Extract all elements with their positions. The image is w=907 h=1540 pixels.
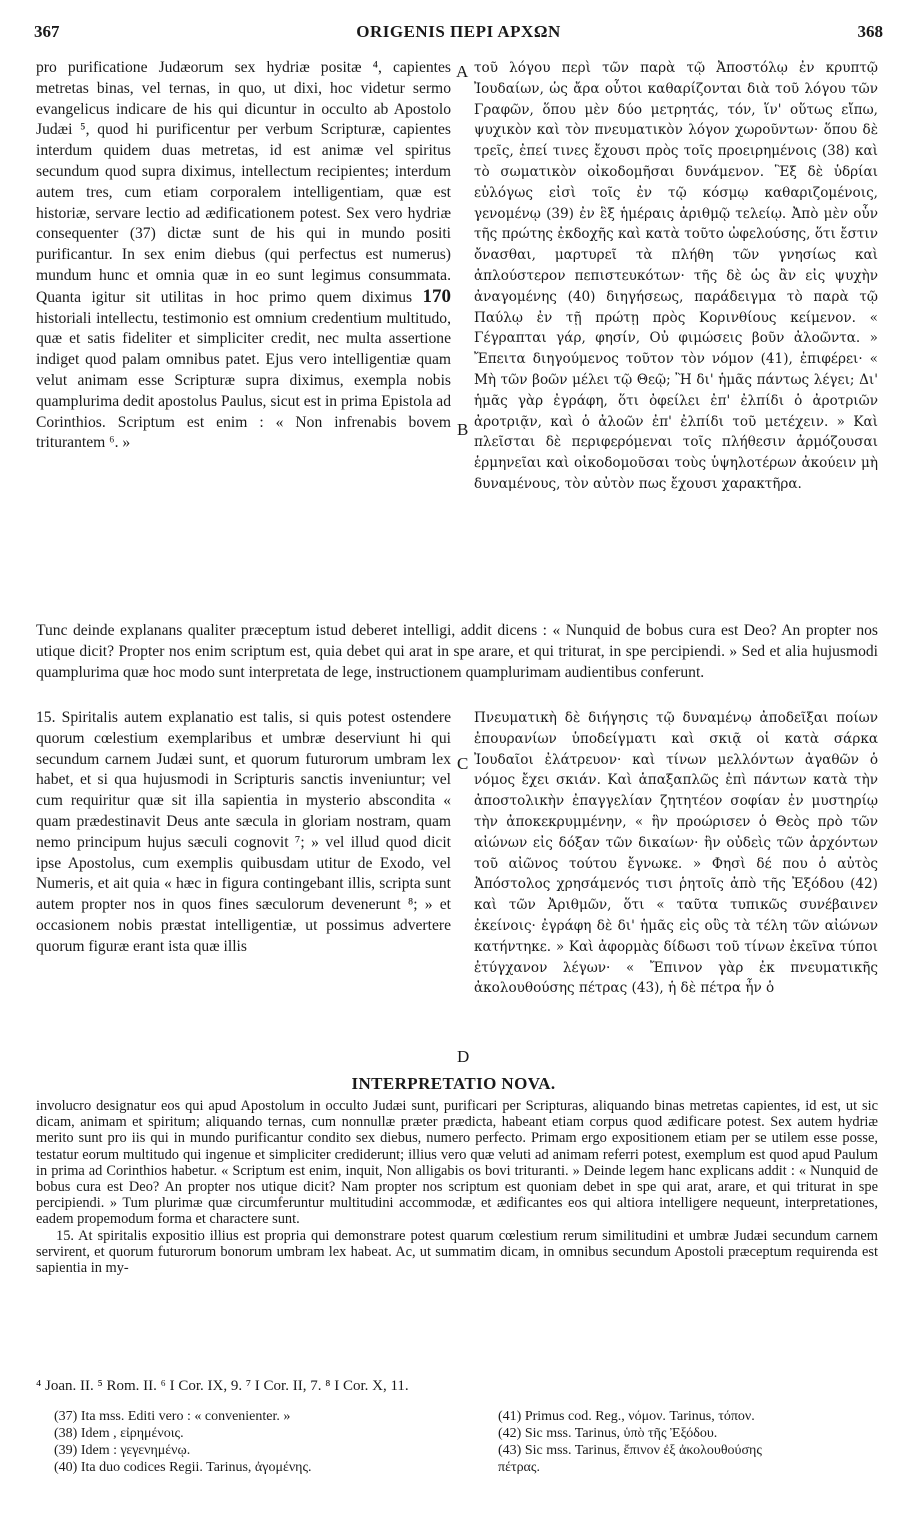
latin-column-top xyxy=(36,58,451,626)
left-page-number: 367 xyxy=(34,22,60,41)
running-header xyxy=(34,22,883,52)
footnote: (43) Sic mss. Tarinus, ἔπινον ἐξ ἀκολουθούσης xyxy=(498,1443,762,1458)
footnote-continuation: πέτρας. xyxy=(498,1460,540,1475)
interpretatio-heading: INTERPRETATIO NOVA. xyxy=(351,1074,556,1093)
footnote: (37) Ita mss. Editi vero : « convenienter. » xyxy=(54,1409,291,1424)
footnote: (39) Idem : γεγενημένῳ. xyxy=(54,1443,191,1458)
footnote: (38) Idem , εἰρημένοις. xyxy=(54,1426,184,1441)
fullwidth-latin-paragraph: Tunc deinde explanans qualiter præceptum istud deberet intelligi, addit dicens : « Nunquid de bobus cura est Deo? An propter nos utique dicit? Propter nos enim scriptum est, quia debet qui arat in spe arare, et qui triturat, in spe percipiendi. » Sed et alia hujusmodi quamplurima quæ hoc modo sunt interpretata de lege, instructionem quamplurimam audientibus conferunt. xyxy=(36,622,878,681)
latin-text-part1: pro purificatione Judæorum sex hydriæ positæ ⁴, capientes metretas binas, vel ternas, in quo, ut dixi, hoc videtur sermo evangelicus indicare de his qui dicuntur in occulto ab Apostolo Judæi ⁵, quod hi purificentur per verbum Scripturæ, capientes interdum quidem duas metretas, id est animæ vel spiritus secundum quod supra diximus, intellectum recipientes; interdum autem tres, cum etiam corporalem intelligentiam, quæ est historiæ, servare lectio ad ædificationem potest. Sex vero hydriæ consequenter (37) dictæ sunt de his qui in mundo positi purificantur. In sex enim diebus (qui perfectus est numerus) mundum hunc et omnia quæ in eo sunt legimus consummata. Quanta igitur sit utilitas in hoc primo quem diximus xyxy=(36,59,451,306)
footnote: (42) Sic mss. Tarinus, ὑπὸ τῆς Ἐξόδου. xyxy=(498,1426,718,1441)
footnote: (40) Ita duo codices Regii. Tarinus, ἀγομένης. xyxy=(54,1460,312,1475)
greek-column-top: τοῦ λόγου περὶ τῶν παρὰ τῷ Ἀποστόλῳ ἐν κρυπτῷ Ἰουδαίων, ὡς ἄρα οὗτοι καθαρίζονται διὰ τοῦ λόγου τῶν Γραφῶν, ὅπου μὲν δύο μετρητάς, τόν, ἵν' οὕτως εἴπω, ψυχικὸν καὶ τὸν πνευματικὸν λόγον χωροῦντων· ὅπου δὲ τρεῖς, ἐπεί τινες ἔχουσι πρὸς τοῖς προειρημένοις (38) καὶ τὸ σωματικὸν οἰκοδομῆσαι δυνάμενον. Ἓξ δὲ ὑδρίαι εὐλόγως εἰσὶ τοῖς ἐν τῷ κόσμῳ καθαριζομένοις, γενομένῳ (39) ἐν ἓξ ἡμέραις ἀριθμῷ τελείῳ. Ἀπὸ μὲν οὖν τῆς πρώτης ἐκδοχῆς καὶ κατὰ τοῦτο ὠφελούσης, ὅτι ἔστιν ὄνασθαι, μαρτυρεῖ τὰ πλήθη τῶν γνησίως καὶ ἁπλούστερον πεπιστευκότων· τῆς δὲ ὡς ἂν εἰς ψυχὴν ἀναγομένης (40) διηγήσεως, παράδειγμα τὸ παρὰ τῷ Παύλῳ ἐν τῇ πρώτῃ πρὸς Κορινθίους κείμενον. « Γέγραπται γάρ, φησίν, Οὐ φιμώσεις βοῦν ἀλοῶντα. » Ἔπειτα διηγούμενος τοῦτον τὸν νόμον (41), ἐπιφέρει· « Μὴ τῶν βοῶν μέλει τῷ Θεῷ; Ἢ δι' ἡμᾶς πάντως λέγει; Δι' ἡμᾶς γὰρ ἐγράφη, ὅτι ὀφείλει ἐπ' ἐλπίδι ὁ ἀροτριῶν ἀροτριᾷν, καὶ ὁ ἀλοῶν ἐπ' ἐλπίδι τοῦ μετέχειν. » Καὶ πλεῖσται δὲ περιφερόμεναι τοῖς πλήθεσιν ἁρμόζουσαι ἑρμηνεῖαι καὶ οἰκοδομοῦσαι τοὺς ὑψηλοτέρων ἀκούειν μὴ δυναμένους, τὸν αὐτὸν πως ἔχουσι χαρακτῆρα. xyxy=(474,60,878,492)
greek-column-section-15: Πνευματικὴ δὲ διήγησις τῷ δυναμένῳ ἀποδεῖξαι ποίων ἐπουρανίων ὑποδείγματι καὶ σκιᾷ οἱ κατὰ σάρκα Ἰουδαῖοι ἐλάτρευον· καὶ τίνων μελλόντων ἀγαθῶν ὁ νόμος ἔχει σκιάν. Καὶ ἁπαξαπλῶς ἐπὶ πάντων κατὰ τὴν ἀποστολικὴν ἐπαγγελίαν ζητητέον σοφίαν ἐν μυστηρίῳ τὴν ἀποκεκρυμμένην, « ἣν προώρισεν ὁ Θεὸς πρὸ τῶν αἰώνων εἰς δόξαν τῶν δικαίων· ἣν οὐδεὶς τῶν ἀρχόντων τοῦ αἰῶνος τούτου ἔγνωκε. » Φησὶ δέ που ὁ αὐτὸς Ἀπόστολος χρησάμενός τισι ῥητοῖς ἀπὸ τῆς Ἐξόδου (42) καὶ τῶν Ἀριθμῶν, ὅτι « ταῦτα τυπικῶς συνέβαινεν ἐκείνοις· ἐγράφη δὲ δι' ἡμᾶς εἰς οὓς τὰ τέλη τῶν αἰώνων κατήντηκε. » Καὶ ἀφορμὰς δίδωσι τοῦ τίνων ἐκεῖνα τύποι ἐτύγχανον λέγων· « Ἔπινον γὰρ ἐκ πνευματικῆς ἀκολουθούσης πέτρας (43), ἡ δὲ πέτρα ἦν ὁ xyxy=(474,710,878,997)
interpretatio-text xyxy=(36,1098,878,1374)
margin-letter-d: D xyxy=(457,1047,470,1066)
margin-letter-b: B xyxy=(457,420,469,439)
footnote: (41) Primus cod. Reg., νόμον. Tarinus, τόπον. xyxy=(498,1409,755,1424)
latin-column-section-15: 15. Spiritalis autem explanatio est talis, si quis potest ostendere quorum cœlestium exemplaribus et umbræ deserviunt hi qui secundum carnem Judæi sunt, et quorum futurorum umbram lex habet, et si qua hujusmodi in Scripturis sanctis inveniuntur; vel cum requiritur quæ sit illa sapientia in mysterio abscondita « quam prædestinavit Deus ante sæcula in gloriam nostram, quam nemo principum hujus sæculi cognovit ⁷; » vel illud quod dicit ipse Apostolus, cum exemplis quibusdam utitur de Exodo, vel Numeris, et ait quia « hæc in figura contingebant illis, scripta sunt autem propter nos in quos fines sæculorum devenerunt ⁸; » et occasionem nobis præstat intelligentiæ, ut possimus advertere quorum figuræ erant ista quæ illis xyxy=(36,709,451,955)
right-page-number: 368 xyxy=(857,22,883,41)
interpretatio-paragraph-2: 15. At spiritalis expositio illius est propria qui demonstrare potest quarum cœlestium rerum similitudini et umbræ Judæi secundum carnem servirent, et quorum futurorum bonorum umbram lex habeat. Ac, ut summatim dicam, in omnibus secundum Apostoli præceptum requirenda est sapientia in my- xyxy=(36,1227,878,1277)
footnotes-left xyxy=(54,1408,474,1476)
page-title: ORIGENIS ΠΕΡΙ ΑΡΧΩΝ xyxy=(356,22,561,41)
margin-letter-a: A xyxy=(456,62,469,81)
footnotes xyxy=(36,1408,878,1508)
interpretatio-paragraph-1: involucro designatur eos qui apud Apostolum in occulto Judæi sunt, purificari per Scripturas, aliquando binas metretas capientes, id est, ut sic dicam, animam et spiritum; aliquando ternas, cum nonnullæ præter prædicta, habeant etiam corpus quod ædificare potest. Sex autem hydriæ merito sunt pro iis qui in mundo purificantur condito sex diebus, numero perfecto. Primam ergo expositionem etiam per se utilem esse posse, testatur eorum multitudo qui ingenue et simpliciter crediderunt; illius vero quæ veluti ad animam referri potest, exemplum est quod apud Paulum in prima ad Corinthios habetur. « Scriptum est enim, inquit, Non alligabis os bovi trituranti. » Deinde legem hanc explicans addit : « Nunquid de bobus cura est Deo? An propter nos utique dicit? Nam propter nos scriptum est quoniam debet in spe qui arat, arare, et qui triturat in spe percipiendi. » Tum plurimæ quæ circumferuntur multitudini accommodæ, et ædificantes eos qui altiora intelligere nequeunt, interpretationes, eadem propemodum forma et charactere sunt. xyxy=(36,1098,878,1228)
latin-text-part2: historiali intellectu, testimonio est omnium credentium multitudo, quæ et satis fideliter et simpliciter credit, nec multa assertione indiget quod palam omnibus patet. Ejus vero intelligentiæ quam velut animam esse Scripturæ supra diximus, exempla nobis quamplurima dedit apostolus Paulus, sicut est in prima Epistola ad Corinthios. Scriptum est enim : « Non infrenabis bovem triturantem ⁶. » xyxy=(36,309,451,452)
original-page-number: 170 xyxy=(422,285,451,307)
margin-letter-c: C xyxy=(457,754,469,773)
footnotes-right xyxy=(498,1408,878,1476)
scripture-references: ⁴ Joan. II. ⁵ Rom. II. ⁶ I Cor. IX, 9. ⁷ I Cor. II, 7. ⁸ I Cor. X, 11. xyxy=(36,1378,409,1394)
